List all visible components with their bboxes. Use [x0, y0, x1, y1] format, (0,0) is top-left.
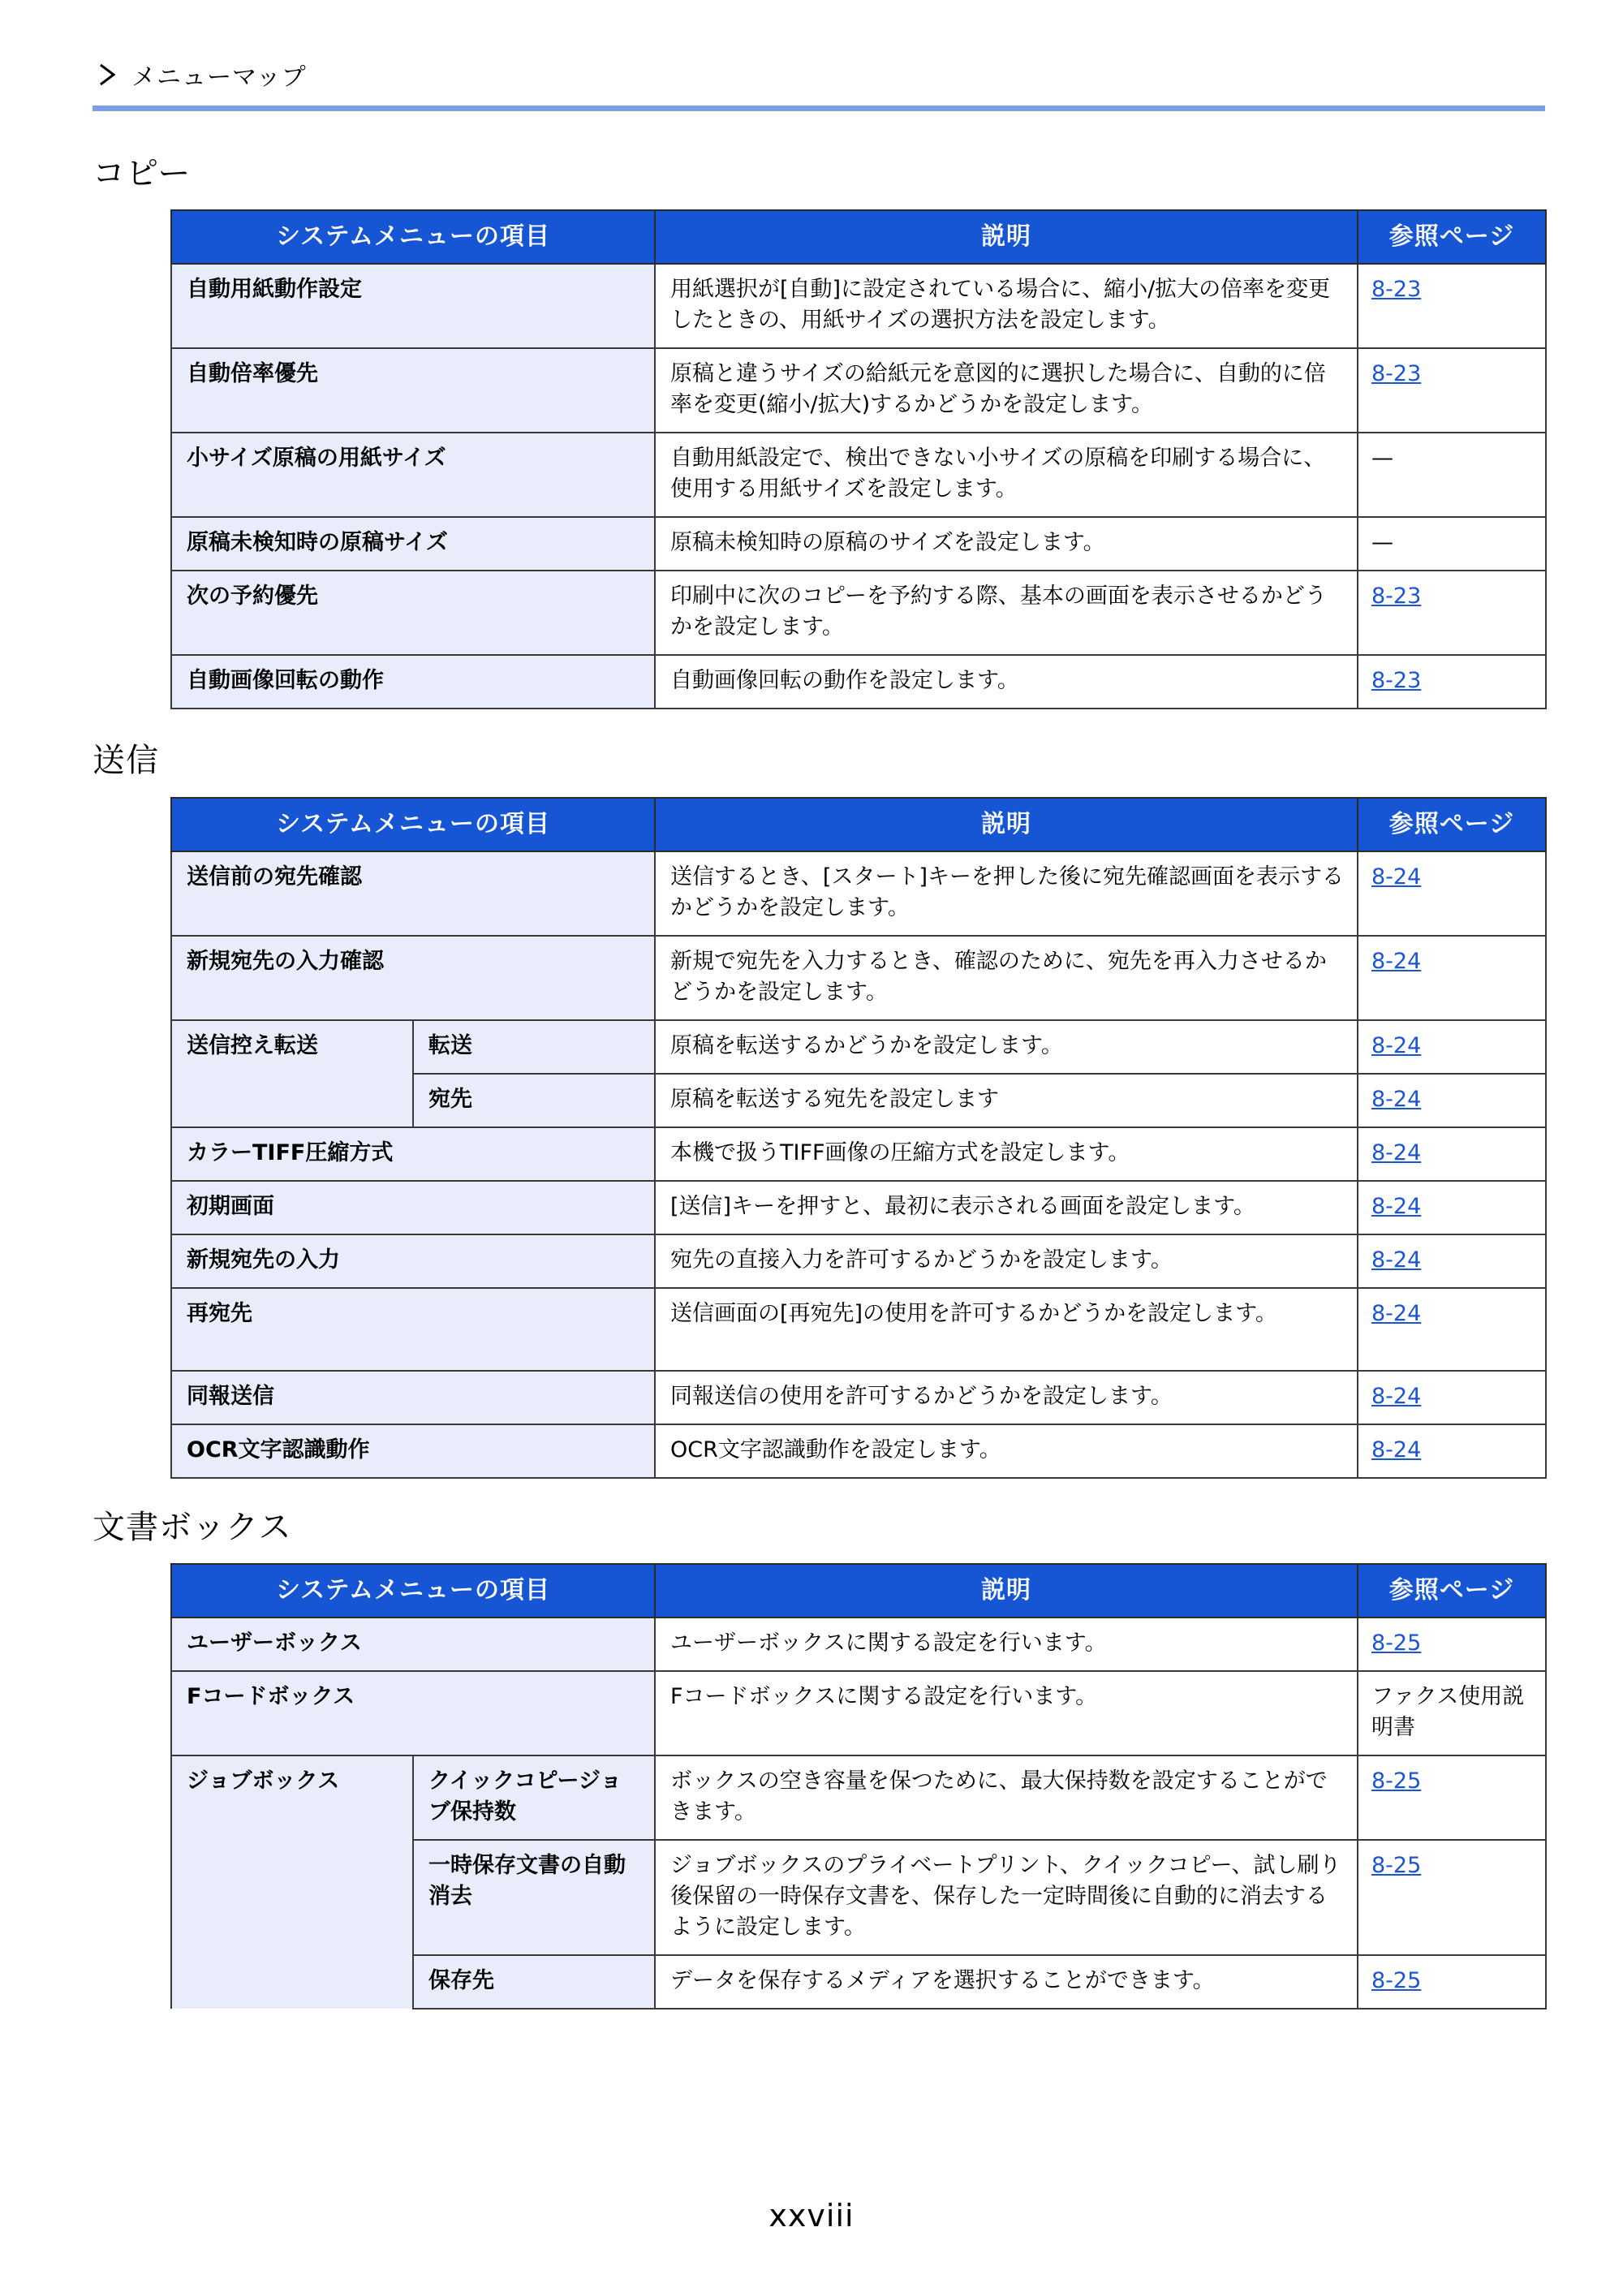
page-ref-link[interactable]: 8-25	[1371, 1853, 1422, 1878]
desc-cell: [送信]キーを押すと、最初に表示される画面を設定します。	[655, 1181, 1358, 1234]
col-header-desc: 説明	[655, 1564, 1358, 1618]
item-cell: ユーザーボックス	[171, 1618, 655, 1671]
page-ref-link[interactable]: 8-24	[1371, 1247, 1422, 1273]
table-row	[171, 851, 1546, 936]
desc-cell: 原稿未検知時の原稿のサイズを設定します。	[655, 517, 1358, 571]
item-cell: 新規宛先の入力確認	[171, 936, 655, 1020]
item-cell: 次の予約優先	[171, 571, 655, 655]
table-row	[171, 517, 1546, 571]
item-cell: OCR文字認識動作	[171, 1424, 655, 1478]
desc-cell: 自動画像回転の動作を設定します。	[655, 655, 1358, 709]
send-table	[170, 797, 1547, 1479]
item-cell: 自動画像回転の動作	[171, 655, 655, 709]
table-row	[171, 1020, 1546, 1074]
subitem-cell: 一時保存文書の自動消去	[413, 1840, 655, 1955]
section-title-copy: コピー	[93, 155, 192, 192]
col-header-ref: 参照ページ	[1358, 798, 1546, 851]
page-ref-text: —	[1371, 446, 1393, 471]
copy-table	[170, 209, 1547, 709]
table-row	[171, 1755, 1546, 1840]
table-row	[171, 1127, 1546, 1181]
col-header-desc: 説明	[655, 798, 1358, 851]
table-row	[171, 1618, 1546, 1671]
table-row	[171, 571, 1546, 655]
table-row	[171, 1371, 1546, 1424]
desc-cell: 自動用紙設定で、検出できない小サイズの原稿を印刷する場合に、使用する用紙サイズを設定します。	[655, 433, 1358, 517]
table-row	[171, 1288, 1546, 1371]
page-ref-link[interactable]: 8-23	[1371, 277, 1422, 302]
table-row	[171, 936, 1546, 1020]
page-ref-link[interactable]: 8-25	[1371, 1768, 1422, 1794]
item-cell: 送信控え転送	[171, 1020, 413, 1127]
desc-cell: Fコードボックスに関する設定を行います。	[655, 1671, 1358, 1755]
page-ref-link[interactable]: 8-24	[1371, 1087, 1422, 1112]
page-ref-link[interactable]: 8-24	[1371, 949, 1422, 974]
page-ref-link[interactable]: 8-24	[1371, 1384, 1422, 1409]
desc-cell: データを保存するメディアを選択することができます。	[655, 1955, 1358, 2009]
subitem-cell: 宛先	[413, 1074, 655, 1127]
item-cell: カラーTIFF圧縮方式	[171, 1127, 655, 1181]
item-cell: 新規宛先の入力	[171, 1234, 655, 1288]
desc-cell: 本機で扱うTIFF画像の圧縮方式を設定します。	[655, 1127, 1358, 1181]
col-header-item: システムメニューの項目	[171, 210, 655, 264]
subitem-cell: 転送	[413, 1020, 655, 1074]
col-header-ref: 参照ページ	[1358, 210, 1546, 264]
desc-cell: 印刷中に次のコピーを予約する際、基本の画面を表示させるかどうかを設定します。	[655, 571, 1358, 655]
item-cell: 再宛先	[171, 1288, 655, 1371]
page-header	[93, 50, 307, 99]
page-ref-link[interactable]: 8-24	[1371, 1437, 1422, 1462]
page-ref-link[interactable]: 8-24	[1371, 1033, 1422, 1058]
page-number: xxviii	[768, 2198, 855, 2234]
header-rule	[93, 106, 1545, 111]
section-title-send: 送信	[93, 742, 159, 779]
table-row	[171, 655, 1546, 709]
page-ref-link[interactable]: 8-23	[1371, 584, 1422, 609]
item-cell: ジョブボックス	[171, 1755, 413, 2009]
desc-cell: OCR文字認識動作を設定します。	[655, 1424, 1358, 1478]
page-ref-text: —	[1371, 530, 1393, 555]
table-row	[171, 433, 1546, 517]
page-ref-link[interactable]: 8-23	[1371, 361, 1422, 386]
desc-cell: 送信するとき、[スタート]キーを押した後に宛先確認画面を表示するかどうかを設定します。	[655, 851, 1358, 936]
desc-cell: 送信画面の[再宛先]の使用を許可するかどうかを設定します。	[655, 1288, 1358, 1371]
table-header-row	[171, 210, 1546, 264]
table-header-row	[171, 1564, 1546, 1618]
desc-cell: 原稿と違うサイズの給紙元を意図的に選択した場合に、自動的に倍率を変更(縮小/拡大)するかどうかを設定します。	[655, 348, 1358, 433]
header-title: メニューマップ	[131, 63, 307, 92]
desc-cell: 用紙選択が[自動]に設定されている場合に、縮小/拡大の倍率を変更したときの、用紙サイズの選択方法を設定します。	[655, 264, 1358, 348]
table-row	[171, 1234, 1546, 1288]
table-row	[171, 1181, 1546, 1234]
subitem-cell: 保存先	[413, 1955, 655, 2009]
subitem-cell: クイックコピージョブ保持数	[413, 1755, 655, 1840]
page-ref-link[interactable]: 8-25	[1371, 1630, 1422, 1656]
page-ref-text: ファクス使用説明書	[1371, 1684, 1525, 1740]
item-cell: 送信前の宛先確認	[171, 851, 655, 936]
chevron-right-icon	[93, 60, 122, 89]
col-header-item: システムメニューの項目	[171, 798, 655, 851]
item-cell: 自動倍率優先	[171, 348, 655, 433]
page-ref-link[interactable]: 8-24	[1371, 864, 1422, 890]
item-cell: 初期画面	[171, 1181, 655, 1234]
col-header-item: システムメニューの項目	[171, 1564, 655, 1618]
table-row	[171, 348, 1546, 433]
desc-cell: 原稿を転送するかどうかを設定します。	[655, 1020, 1358, 1074]
table-row	[171, 1671, 1546, 1755]
document-box-table	[170, 1563, 1547, 2010]
table-row	[171, 1424, 1546, 1478]
item-cell: 自動用紙動作設定	[171, 264, 655, 348]
desc-cell: 同報送信の使用を許可するかどうかを設定します。	[655, 1371, 1358, 1424]
page-ref-link[interactable]: 8-24	[1371, 1140, 1422, 1165]
desc-cell: ボックスの空き容量を保つために、最大保持数を設定することができます。	[655, 1755, 1358, 1840]
table-header-row	[171, 798, 1546, 851]
page-ref-link[interactable]: 8-23	[1371, 668, 1422, 693]
desc-cell: ユーザーボックスに関する設定を行います。	[655, 1618, 1358, 1671]
item-cell: 小サイズ原稿の用紙サイズ	[171, 433, 655, 517]
page-ref-link[interactable]: 8-24	[1371, 1194, 1422, 1219]
page-ref-link[interactable]: 8-24	[1371, 1301, 1422, 1326]
col-header-desc: 説明	[655, 210, 1358, 264]
item-cell: Fコードボックス	[171, 1671, 655, 1755]
page-ref-link[interactable]: 8-25	[1371, 1968, 1422, 1993]
table-row	[171, 264, 1546, 348]
section-title-document-box: 文書ボックス	[93, 1509, 292, 1546]
item-cell: 原稿未検知時の原稿サイズ	[171, 517, 655, 571]
col-header-ref: 参照ページ	[1358, 1564, 1546, 1618]
desc-cell: 宛先の直接入力を許可するかどうかを設定します。	[655, 1234, 1358, 1288]
desc-cell: 新規で宛先を入力するとき、確認のために、宛先を再入力させるかどうかを設定します。	[655, 936, 1358, 1020]
desc-cell: ジョブボックスのプライベートプリント、クイックコピー、試し刷り後保留の一時保存文書を、保存した一定時間後に自動的に消去するように設定します。	[655, 1840, 1358, 1955]
desc-cell: 原稿を転送する宛先を設定します	[655, 1074, 1358, 1127]
item-cell: 同報送信	[171, 1371, 655, 1424]
